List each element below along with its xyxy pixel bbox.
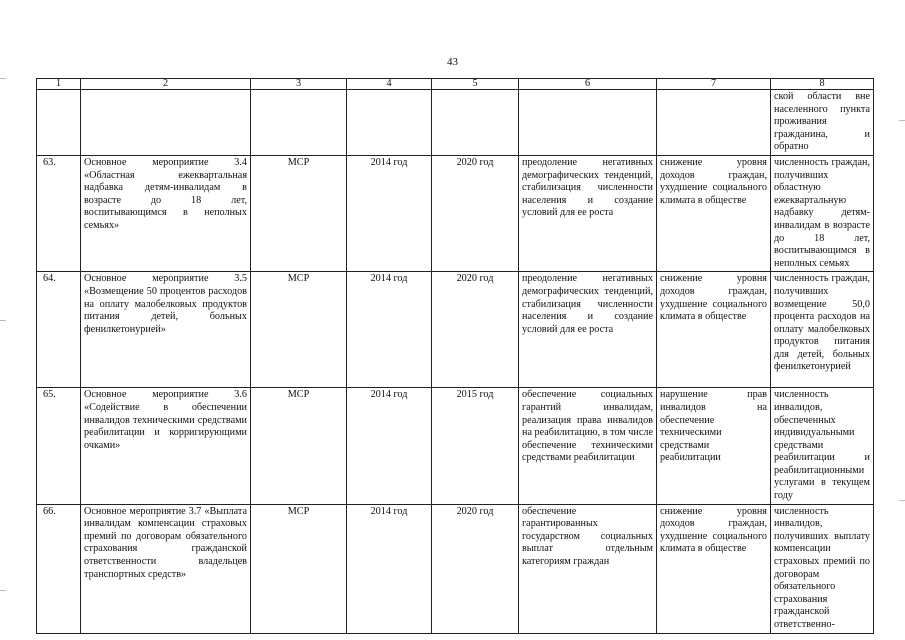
indicator-cell: численность граждан, получивших областную ежеквартальную надбавку детям-инвалидам в возрасте до 18 лет, воспитывающимся в неполных семьях <box>771 155 874 271</box>
expected-result: преодоление негативных демографических тенденций, стабилизация численности населения и создание условий для ее роста <box>519 155 657 271</box>
consequences-cell: нарушение прав инвалидов на обеспечение техническими средствами реабилитации <box>657 388 771 504</box>
header-cell: 4 <box>347 79 432 90</box>
executor-cell: МСР <box>251 155 347 271</box>
activity-name: Основное мероприятие 3.6 «Содействие в обеспечении инвалидов техническими средствами реабилитации и корригирующими очками» <box>81 388 251 504</box>
start-year: 2014 год <box>347 272 432 388</box>
indicator-cell: численность граждан, получивших возмещение 50,0 процента расходов на оплату малобелковых продуктов питания для детей, больных фенилкетонурией <box>771 272 874 388</box>
executor-cell: МСР <box>251 272 347 388</box>
indicator-cell: численность инвалидов, обеспеченных индивидуальными средствами реабилитации и реабилитационными услугами в текущем году <box>771 388 874 504</box>
activity-name: Основное мероприятие 3.5 «Возмещение 50 процентов расходов на оплату малобелковых продуктов питания детей, больных фенилкетонурией» <box>81 272 251 388</box>
row-number: 65. <box>37 388 81 504</box>
row-number: 63. <box>37 155 81 271</box>
scan-margin-mark <box>0 78 6 79</box>
consequences-cell: снижение уровня доходов граждан, ухудшение социального климата в обществе <box>657 504 771 633</box>
start-year: 2014 год <box>347 504 432 633</box>
expected-result: обеспечение социальных гарантий инвалидам, реализация права инвалидов на реабилитацию, в том числе обеспечение техническими средствами реабилитации <box>519 388 657 504</box>
header-cell: 8 <box>771 79 874 90</box>
activity-name: Основное мероприятие 3.7 «Выплата инвалидам компенсации страховых премий по договорам обязательного страхования гражданской ответственности владельцев транспортных средств» <box>81 504 251 633</box>
start-year: 2014 год <box>347 155 432 271</box>
header-cell: 1 <box>37 79 81 90</box>
indicator-cell: численность инвалидов, получивших выплату компенсации страховых премий по договорам обязательного страхования гражданской ответственно- <box>771 504 874 633</box>
header-cell: 5 <box>432 79 519 90</box>
expected-result: обеспечение гарантированных государством социальных выплат отдельным категориям граждан <box>519 504 657 633</box>
header-cell: 7 <box>657 79 771 90</box>
header-cell: 6 <box>519 79 657 90</box>
consequences-cell: снижение уровня доходов граждан, ухудшение социального климата в обществе <box>657 272 771 388</box>
row-number: 66. <box>37 504 81 633</box>
program-table <box>36 78 874 634</box>
table-row <box>37 504 874 633</box>
executor-cell: МСР <box>251 388 347 504</box>
continuation-row <box>37 90 874 156</box>
scan-margin-mark <box>899 500 905 501</box>
end-year: 2020 год <box>432 155 519 271</box>
executor-cell: МСР <box>251 504 347 633</box>
page-number: 43 <box>447 56 458 68</box>
scan-margin-mark <box>899 120 905 121</box>
scan-margin-mark <box>0 320 6 321</box>
row-number: 64. <box>37 272 81 388</box>
consequences-cell: снижение уровня доходов граждан, ухудшение социального климата в обществе <box>657 155 771 271</box>
indicator-cell: ской области вне населенного пункта проживания гражданина, и обратно <box>771 90 874 156</box>
header-cell: 3 <box>251 79 347 90</box>
table-row <box>37 272 874 388</box>
header-cell: 2 <box>81 79 251 90</box>
table-row <box>37 155 874 271</box>
expected-result: преодоление негативных демографических тенденций, стабилизация численности населения и создание условий для ее роста <box>519 272 657 388</box>
start-year: 2014 год <box>347 388 432 504</box>
activity-name: Основное мероприятие 3.4 «Областная ежеквартальная надбавка детям-инвалидам в возрасте до 18 лет, воспитывающимся в неполных семьях» <box>81 155 251 271</box>
header-row <box>37 79 874 90</box>
end-year: 2020 год <box>432 504 519 633</box>
end-year: 2015 год <box>432 388 519 504</box>
table-row <box>37 388 874 504</box>
scan-margin-mark <box>0 590 6 591</box>
end-year: 2020 год <box>432 272 519 388</box>
